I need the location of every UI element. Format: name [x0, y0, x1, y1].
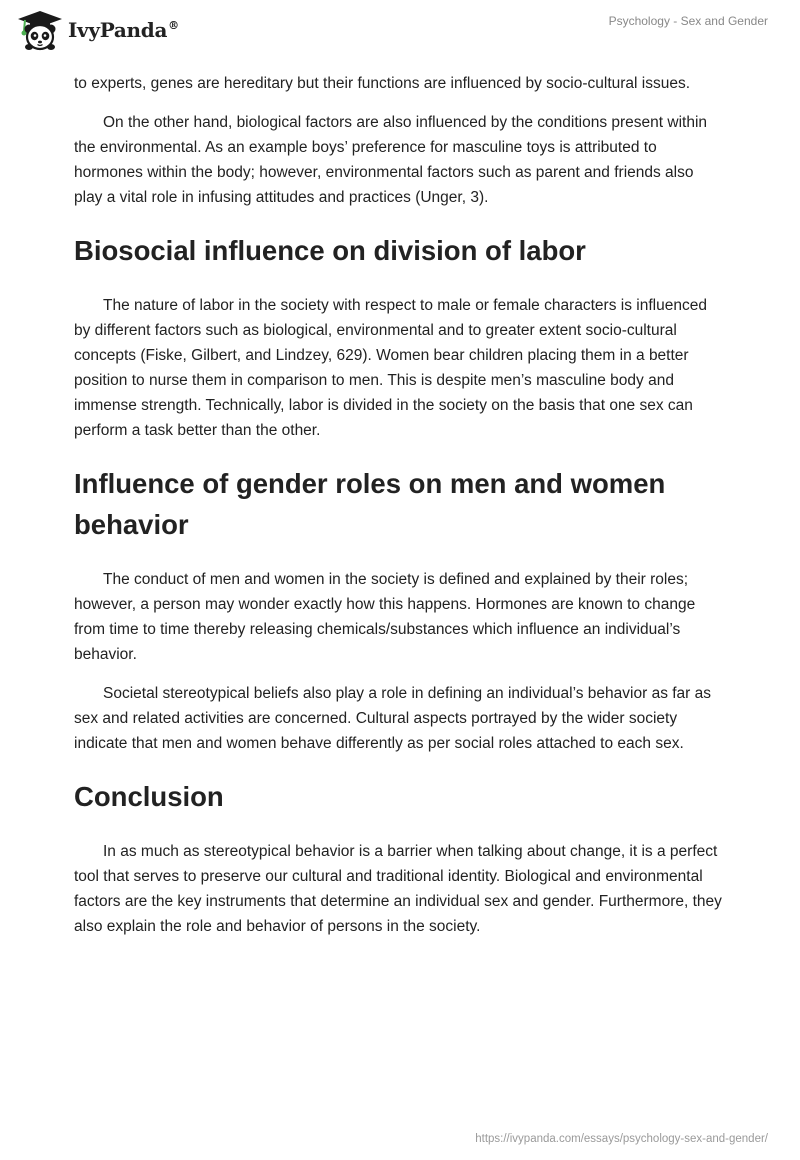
paragraph: to experts, genes are hereditary but their functions are influenced by socio-cultural issues.: [74, 75, 691, 92]
brand-logo[interactable]: [16, 9, 179, 51]
footer-url-link[interactable]: https://ivypanda.com/essays/psychology-sex-and-gender/: [475, 1133, 768, 1145]
panda-graduation-cap-icon: [16, 9, 64, 51]
page-header: [0, 0, 800, 64]
paragraph: Societal stereotypical beliefs also play a role in defining an individual’s behavior as far as sex and related activities are concerned. Cultural aspects portrayed by the wider society indicate that men and women behave differently as per social roles attached to each sex.: [74, 685, 712, 752]
paragraph: In as much as stereotypical behavior is a barrier when talking about change, it is a perfect tool that serves to preserve our cultural and traditional identity. Biological and environmental factors are the key instruments that determine an individual sex and gender. Furthermore, they also explain the role and behavior of persons in the society.: [74, 843, 722, 935]
section-heading: Conclusion: [74, 781, 224, 812]
paragraph: The nature of labor in the society with respect to male or female characters is influenced by different factors such as biological, environmental and to greater extent socio-cultural concepts (Fiske, Gilbert, and Lindzey, 629). Women bear children placing them in a better position to nurse them in comparison to men. This is despite men’s masculine body and immense strength. Technically, labor is divided in the society on the basis that one sex can perform a task better than the other.: [74, 297, 707, 439]
essay-content: [74, 71, 724, 953]
paragraph: The conduct of men and women in the society is defined and explained by their roles; however, a person may wonder exactly how this happens. Hormones are known to change from time to time thereby releasing chemicals/substances which influence an individual’s behavior.: [74, 571, 696, 663]
document-title: Psychology - Sex and Gender: [608, 14, 768, 28]
section-heading: Influence of gender roles on men and women behavior: [74, 468, 666, 540]
section-heading: Biosocial influence on division of labor: [74, 235, 586, 266]
paragraph: On the other hand, biological factors are also influenced by the conditions present within the environmental. As an example boys’ preference for masculine toys is attributed to hormones within the body; however, environmental factors such as parent and friends also play a vital role in infusing attitudes and practices (Unger, 3).: [74, 114, 708, 206]
brand-name: IvyPanda®: [68, 18, 179, 42]
